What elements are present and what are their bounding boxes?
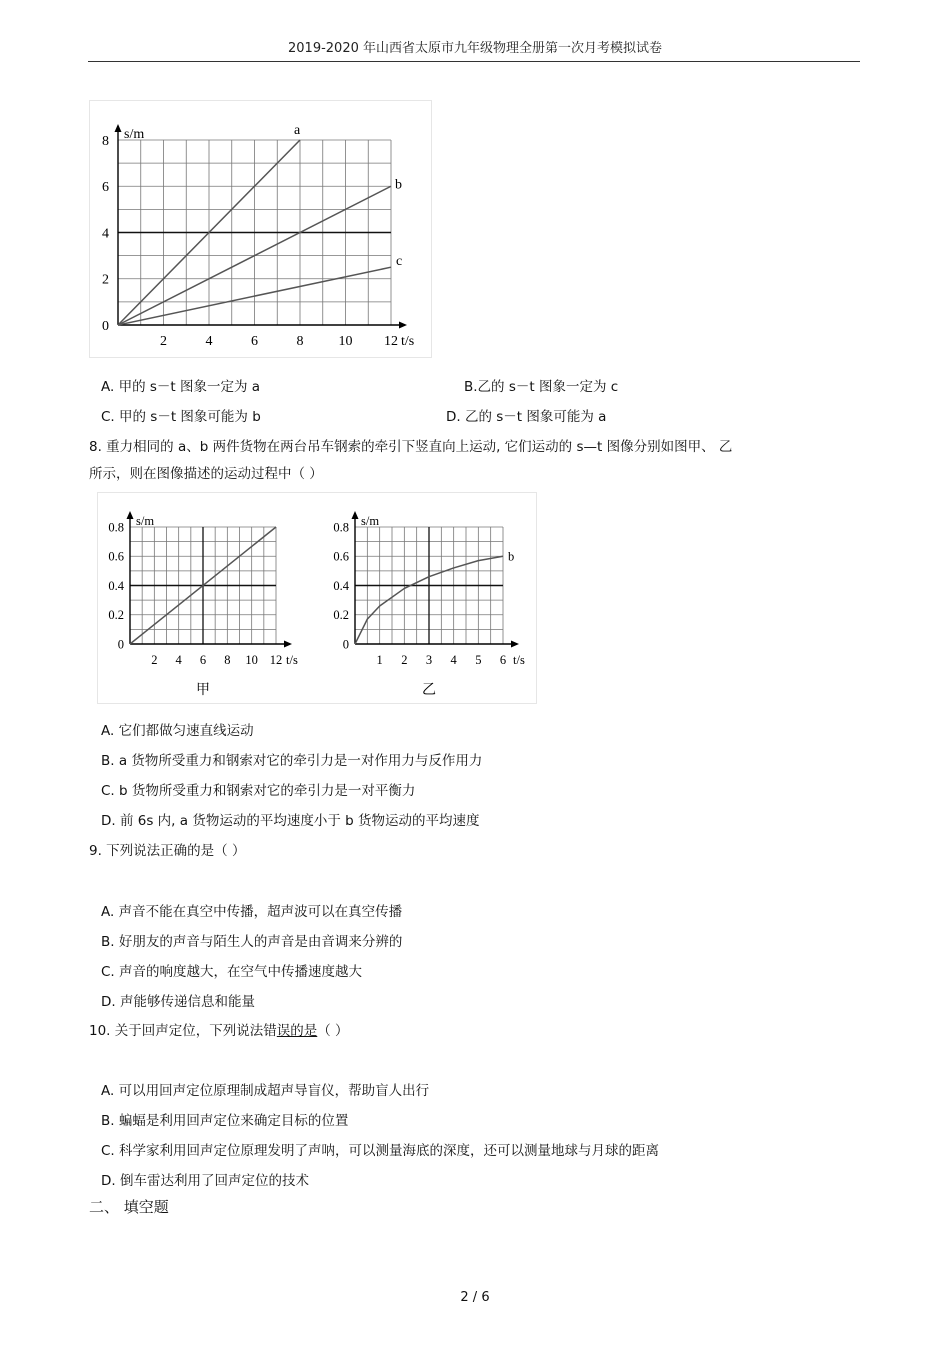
q7-option-a[interactable]: A. 甲的 s－t 图象一定为 a [101, 379, 261, 395]
y-axis-label: s/m [136, 514, 155, 528]
y-tick-label: 0 [117, 637, 124, 652]
q8-option-a[interactable]: A. 它们都做匀速直线运动 [101, 723, 254, 739]
q7-option-c[interactable]: C. 甲的 s－t 图象可能为 b [101, 409, 261, 425]
series-label-c: c [396, 254, 403, 270]
y-tick-label: 0.2 [333, 608, 349, 623]
q9-option-c[interactable]: C. 声音的响度越大，在空气中传播速度越大 [101, 964, 363, 980]
q8-stem-line2: 所示，则在图像描述的运动过程中（ ） [89, 466, 323, 482]
y-tick-label: 0.6 [333, 549, 349, 564]
page-number: 2 / 6 [460, 1290, 490, 1305]
chart-caption: 甲 [196, 682, 210, 698]
x-tick-label: 1 [376, 653, 383, 667]
x-tick-label: 6 [199, 653, 207, 667]
y-tick-label: 0 [102, 318, 109, 334]
x-tick-label: 12 [269, 653, 283, 667]
x-tick-label: 6 [499, 653, 507, 667]
q10-stem [89, 1019, 349, 1039]
x-axis-label: t/s [513, 653, 525, 667]
x-tick-label: 5 [475, 653, 482, 667]
q9-option-b[interactable]: B. 好朋友的声音与陌生人的声音是由音调来分辨的 [101, 934, 403, 950]
y-axis-label: s/m [124, 127, 145, 142]
y-tick-label: 6 [102, 180, 109, 196]
y-tick-label: 2 [102, 272, 109, 288]
x-tick-label: 10 [338, 334, 353, 349]
q8-chart [97, 492, 537, 704]
q8-option-c[interactable]: C. b 货物所受重力和钢索对它的牵引力是一对平衡力 [101, 783, 416, 799]
page-header: 2019-2020 年山西省太原市九年级物理全册第一次月考模拟试卷 [288, 41, 662, 56]
q7-chart [89, 100, 432, 358]
x-tick-label: 12 [384, 334, 398, 349]
y-tick-label: 0.4 [333, 578, 349, 593]
q7-option-d[interactable]: D. 乙的 s－t 图象可能为 a [446, 409, 607, 425]
y-tick-label: 0.6 [108, 549, 124, 564]
x-tick-label: 10 [245, 653, 258, 667]
chart-caption: 乙 [422, 682, 436, 698]
series-label-b: b [395, 177, 402, 193]
x-tick-label: 2 [160, 334, 167, 349]
q8-option-d[interactable]: D. 前 6s 内, a 货物运动的平均速度小于 b 货物运动的平均速度 [101, 813, 480, 829]
y-tick-label: 0 [342, 637, 349, 652]
x-axis-label: t/s [401, 334, 415, 349]
y-tick-label: 0.4 [108, 578, 124, 593]
y-tick-label: 0.8 [333, 520, 349, 535]
header-rule [88, 61, 860, 62]
q8-option-b[interactable]: B. a 货物所受重力和钢索对它的牵引力是一对作用力与反作用力 [101, 753, 483, 769]
y-tick-label: 8 [102, 133, 109, 149]
x-tick-label: 6 [251, 334, 258, 349]
y-axis-label: s/m [361, 514, 380, 528]
q10-option-c[interactable]: C. 科学家利用回声定位原理发明了声呐，可以测量海底的深度，还可以测量地球与月球的距离 [101, 1143, 660, 1159]
series-label-a: a [294, 123, 301, 138]
q9-option-d[interactable]: D. 声能够传递信息和能量 [101, 994, 255, 1010]
y-tick-label: 4 [102, 226, 109, 242]
x-tick-label: 3 [425, 653, 433, 667]
q8-stem-line1: 8. 重力相同的 a、b 两件货物在两台吊车钢索的牵引下竖直向上运动, 它们运动的 s—t 图像分别如图甲、 乙 [89, 439, 733, 455]
x-axis-label: t/s [286, 653, 298, 667]
q9-option-a[interactable]: A. 声音不能在真空中传播，超声波可以在真空传播 [101, 904, 403, 920]
x-tick-label: 4 [175, 653, 182, 667]
q9-stem: 9. 下列说法正确的是（ ） [89, 843, 246, 859]
x-tick-label: 8 [296, 334, 304, 349]
series-label-b: b [508, 549, 515, 564]
chart-frame [98, 493, 537, 704]
y-tick-label: 0.8 [108, 520, 124, 535]
y-tick-label: 0.2 [108, 608, 124, 623]
q10-stem-suffix: （ ） [317, 1023, 349, 1039]
x-tick-label: 8 [224, 653, 231, 667]
x-tick-label: 4 [450, 653, 457, 667]
q10-option-a[interactable]: A. 可以用回声定位原理制成超声导盲仪，帮助盲人出行 [101, 1083, 430, 1099]
x-tick-label: 2 [151, 653, 158, 667]
q10-stem-underlined: 误的是 [276, 1023, 318, 1039]
q10-option-d[interactable]: D. 倒车雷达利用了回声定位的技术 [101, 1173, 309, 1189]
x-tick-label: 4 [205, 334, 213, 349]
q7-option-b[interactable]: B.乙的 s－t 图象一定为 c [464, 379, 619, 395]
x-tick-label: 2 [401, 653, 408, 667]
q10-option-b[interactable]: B. 蝙蝠是利用回声定位来确定目标的位置 [101, 1113, 349, 1129]
section-title: 二、 填空题 [89, 1198, 169, 1216]
q10-stem-prefix: 10. 关于回声定位，下列说法错 [89, 1023, 277, 1039]
